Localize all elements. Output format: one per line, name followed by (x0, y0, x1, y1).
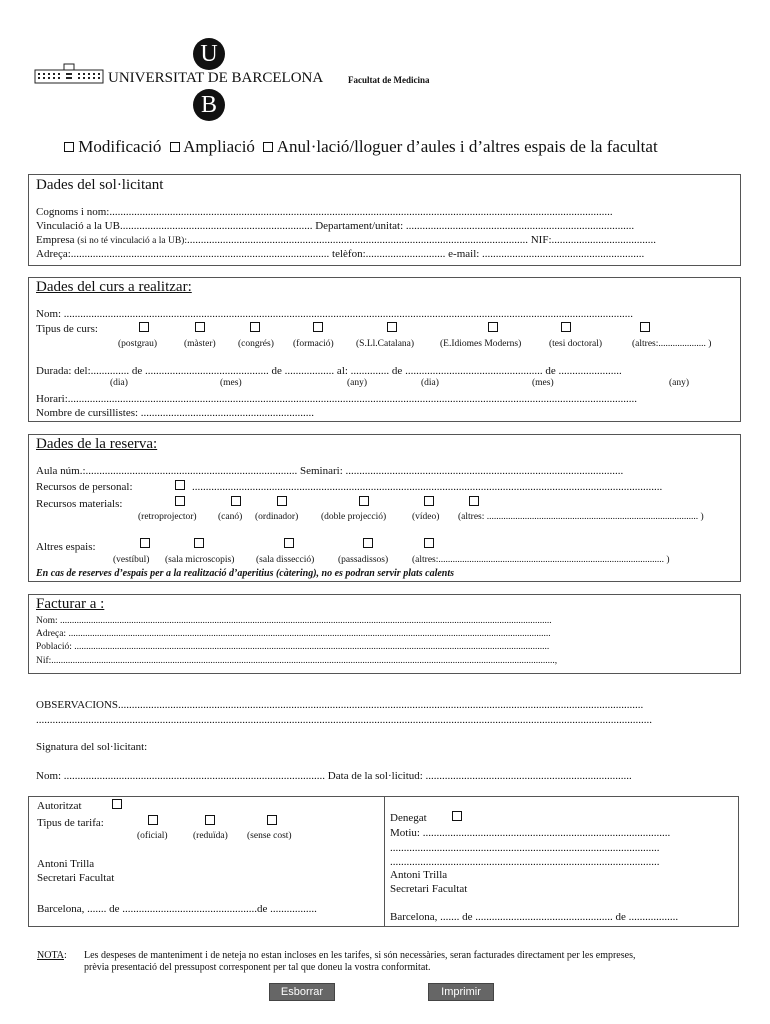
denegat-checkbox[interactable] (452, 811, 462, 821)
durada-dia2: (dia) (421, 378, 439, 388)
tipus-curs-label: Tipus de curs: (36, 323, 98, 335)
imprimir-button[interactable]: Imprimir (428, 983, 494, 1001)
reserva-title: Dades de la reserva: (36, 436, 158, 452)
durada-mes2: (mes) (532, 378, 554, 388)
nota-text-line1: Les despeses de manteniment i de neteja no estan incloses en les tarifes, si són necessàries, seran facturades directament per les empreses, (84, 950, 636, 961)
durada-mes1: (mes) (220, 378, 242, 388)
facturar-nif-field[interactable]: Nif:...................................................................................................................................................................................................................., (36, 656, 558, 666)
denegat-label: Denegat (390, 812, 427, 824)
option-formacio: (formació) (293, 339, 334, 349)
option-altres-materials[interactable]: (altres: ......................................................................................... ) (458, 512, 704, 522)
option-tesi: (tesi doctoral) (549, 339, 603, 349)
video-checkbox[interactable] (424, 496, 434, 506)
option-altres-curs[interactable]: (altres:.................... ) (632, 339, 712, 349)
catering-warning: En cas de reserves d’espais per a la realització d’aperitius (càtering), no es podran servir plats calents (36, 568, 455, 579)
motiu-field[interactable]: Motiu: .......................................................................................... (390, 827, 671, 839)
sllcatalana-checkbox[interactable] (387, 322, 397, 332)
faculty-name: Facultat de Medicina (348, 75, 430, 85)
autoritzat-checkbox[interactable] (112, 799, 122, 809)
congres-checkbox[interactable] (250, 322, 260, 332)
option-sllcatalana: (S.Ll.Catalana) (356, 339, 415, 349)
sense-cost-checkbox[interactable] (267, 815, 277, 825)
autoritzat-label: Autoritzat (37, 800, 82, 812)
tesi-checkbox[interactable] (561, 322, 571, 332)
observacions-line2[interactable]: ................................................................................................................................................................................................................................ (36, 714, 652, 726)
curs-title: Dades del curs a realitzar: (36, 279, 192, 295)
signatura-nom-field[interactable]: Nom: ............................................................................................... Data de la sol·licitud: ........................................................................... (36, 770, 632, 782)
nota-colon: : (63, 950, 67, 961)
option-oficial: (oficial) (137, 831, 168, 841)
logo-circle-u: U (193, 38, 225, 70)
empresa-label: Empresa (36, 234, 78, 246)
durada-field[interactable]: Durada: del:.............. de ............................................. de .................. al: .............. de .................................................. de ....................... (36, 365, 622, 377)
option-ordinador: (ordinador) (255, 512, 299, 522)
idiomes-checkbox[interactable] (488, 322, 498, 332)
option-vestibul: (vestíbul) (113, 555, 150, 565)
option-sala-disseccio: (sala dissecció) (256, 555, 315, 565)
oficial-checkbox[interactable] (148, 815, 158, 825)
university-name: UNIVERSITAT DE BARCELONA (108, 70, 324, 86)
option-master: (màster) (184, 339, 216, 349)
altres-curs-checkbox[interactable] (640, 322, 650, 332)
personal-checkbox[interactable] (175, 480, 185, 490)
facturar-nom-field[interactable]: Nom: ............................................................................................................................................................................................................... (36, 616, 552, 626)
espais-label: Altres espais: (36, 541, 96, 553)
signatura-label: Signatura del sol·licitant: (36, 741, 148, 753)
form-title (64, 137, 658, 157)
master-checkbox[interactable] (195, 322, 205, 332)
doble-projeccio-checkbox[interactable] (359, 496, 369, 506)
ordinador-checkbox[interactable] (277, 496, 287, 506)
logo-circle-b: B (193, 89, 225, 121)
aula-field[interactable]: Aula núm.:............................................................................. Seminari: ..................................................................................................... (36, 465, 624, 477)
nota-word: NOTA (37, 950, 64, 961)
denegat-name: Antoni Trilla (390, 869, 448, 881)
personal-label: Recursos de personal: (36, 481, 133, 493)
option-postgrau: (postgrau) (118, 339, 158, 349)
solicitant-title: Dades del sol·licitant (36, 177, 164, 193)
durada-dia1: (dia) (110, 378, 128, 388)
option-reduida: (reduïda) (193, 831, 228, 841)
sala-disseccio-checkbox[interactable] (284, 538, 294, 548)
motiu-line3[interactable]: .................................................................................................. (390, 856, 660, 868)
option-passadissos: (passadissos) (338, 555, 389, 565)
facturar-poblacio-field[interactable]: Població: ........................................................................................................................................................................................................ (36, 642, 550, 652)
option-congres: (congrés) (238, 339, 274, 349)
option-sala-microscopis: (sala microscopis) (165, 555, 235, 565)
reduida-checkbox[interactable] (205, 815, 215, 825)
cano-checkbox[interactable] (231, 496, 241, 506)
vestibul-checkbox[interactable] (140, 538, 150, 548)
retroprojector-checkbox[interactable] (175, 496, 185, 506)
altres-materials-checkbox[interactable] (469, 496, 479, 506)
tarifa-label: Tipus de tarifa: (37, 817, 104, 829)
observacions-field[interactable]: OBSERVACIONS............................................................................................................................................................................................... (36, 699, 644, 711)
facturar-adreca-field[interactable]: Adreça: ........................................................................................................................................................................................................... (36, 629, 551, 639)
formacio-checkbox[interactable] (313, 322, 323, 332)
modificacio-label: Modificació (78, 137, 162, 156)
materials-label: Recursos materials: (36, 498, 123, 510)
option-video: (vídeo) (412, 512, 440, 522)
empresa-dots: ............................................................................................................................ NIF:...................................... (186, 234, 657, 246)
ampliacio-checkbox[interactable] (170, 142, 180, 152)
option-retroprojector: (retroprojector) (138, 512, 197, 522)
curs-nom-field[interactable]: Nom: ............................................................................................................................................................................................................... (36, 308, 634, 320)
horari-field[interactable]: Horari:............................................................................................................................................................................................................... (36, 393, 638, 405)
altres-espais-checkbox[interactable] (424, 538, 434, 548)
nota-text-line2: prèvia presentació del pressupost corresponent per tal que doneu la vostra conformitat. (84, 962, 431, 973)
modificacio-checkbox[interactable] (64, 142, 74, 152)
autoritzacio-divider (384, 796, 385, 927)
passadissos-checkbox[interactable] (363, 538, 373, 548)
option-doble-projeccio: (doble projecció) (321, 512, 387, 522)
autoritzat-name: Antoni Trilla (37, 858, 95, 870)
motiu-line2[interactable]: .................................................................................................. (390, 842, 660, 854)
building-logo-icon (34, 62, 104, 84)
option-sense-cost: (sense cost) (247, 831, 292, 841)
empresa-field[interactable] (36, 233, 726, 248)
durada-any2: (any) (669, 378, 690, 388)
sala-microscopis-checkbox[interactable] (194, 538, 204, 548)
anulacio-checkbox[interactable] (263, 142, 273, 152)
empresa-note: (si no té vinculació a la UB): (77, 236, 187, 246)
cursillistes-field[interactable]: Nombre de cursillistes: ............................................................... (36, 407, 315, 419)
esborrar-button[interactable]: Esborrar (269, 983, 335, 1001)
adreca-field[interactable]: Adreça:.............................................................................................. telèfon:............................. e-mail: ........................................................... (36, 248, 645, 260)
personal-field[interactable]: ........................................................................................................................................................................... (192, 481, 663, 493)
option-altres-espais[interactable]: (altres:............................................................................................... ) (412, 555, 670, 565)
autoritzat-role: Secretari Facultat (37, 872, 115, 884)
denegat-date-field[interactable]: Barcelona, ....... de .................................................. de .................. (390, 911, 679, 923)
anulacio-label: Anul·lació/lloguer d’aules i d’altres espais de la facultat (276, 137, 658, 156)
durada-any1: (any) (347, 378, 368, 388)
ampliacio-label: Ampliació (183, 137, 255, 156)
postgrau-checkbox[interactable] (139, 322, 149, 332)
vinculacio-field[interactable]: Vinculació a la UB...................................................................... Departament/unitat: ................................................................................... (36, 220, 635, 232)
option-cano: (canó) (218, 512, 243, 522)
option-idiomes: (E.Idiomes Moderns) (440, 339, 522, 349)
denegat-role: Secretari Facultat (390, 883, 468, 895)
autoritzat-date-field[interactable]: Barcelona, ....... de .................................................de ................. (37, 903, 317, 915)
nota-label (37, 950, 67, 961)
facturar-title: Facturar a : (36, 596, 105, 612)
cognoms-field[interactable]: Cognoms i nom:....................................................................................................................................................................................... (36, 206, 613, 218)
